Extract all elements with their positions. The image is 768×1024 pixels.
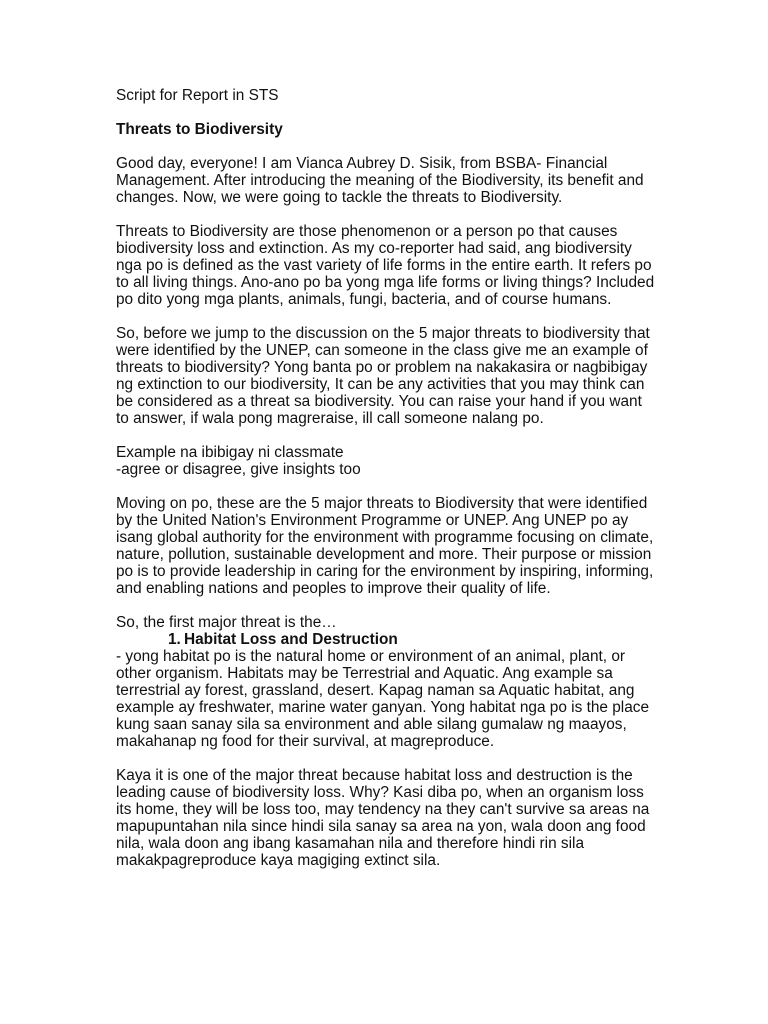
first-threat-intro: So, the first major threat is the… [116,614,337,631]
list-item-habitat-loss [116,631,656,648]
paragraph-intro: Good day, everyone! I am Vianca Aubrey D. Sisik, from BSBA- Financial Management. After introducing the meaning of the Biodiversity, its benefit and changes. Now, we were going to tackle the threats to Biodiversity. [116,155,644,206]
paragraph-habitat-loss: Kaya it is one of the major threat because habitat loss and destruction is the leading cause of biodiversity loss. Why? Kasi diba po, when an organism loss its home, they will be loss too, may tendency na they can't survive sa areas na mapupuntahan nila since hindi sila sanay sa area na yon, wala doon ang food nila, wala doon ang ibang kasamahan nila and therefore hindi rin sila makakpagreproduce kaya magiging extinct sila. [116,767,650,869]
paragraph-habitat: - yong habitat po is the natural home or environment of an animal, plant, or other organism. Habitats may be Terrestrial and Aquatic. Ang example sa terrestrial ay forest, grassland, desert. Kapag naman sa Aquatic habitat, ang example ay freshwater, marine water ganyan. Yong habitat nga po is the place kung saan sanay sila sa environment and able silang gumalaw ng maayos, makahanap ng food for their survival, at magreproduce. [116,648,650,750]
paragraph-unep: Moving on po, these are the 5 major threats to Biodiversity that were identified by the United Nation's Environment Programme or UNEP. Ang UNEP po ay isang global authority for the environment with programme focusing on climate, nature, pollution, sustainable development and more. Their purpose or mission po is to provide leadership in caring for the environment by inspiring, informing, and enabling nations and peoples to improve their quality of life. [116,495,654,597]
paragraph-definition: Threats to Biodiversity are those phenomenon or a person po that causes biodiversity loss and extinction. As my co-reporter had said, ang biodiversity nga po is defined as the vast variety of life forms in the entire earth. It refers po to all living things. Ano-ano po ba yong mga life forms or living things? Included po dito yong mga plants, animals, fungi, bacteria, and of course humans. [116,223,655,308]
example-line: Example na ibibigay ni classmate [116,444,344,461]
instruction-line: -agree or disagree, give insights too [116,461,361,478]
paragraph-question: So, before we jump to the discussion on the 5 major threats to biodiversity that were identified by the UNEP, can someone in the class give me an example of threats to biodiversity? Yong banta po or problem na nakakasira or nagbibigay ng extinction to our biodiversity, It can be any activities that you may think can be considered as a threat sa biodiversity. You can raise your hand if you want to answer, if wala pong magreraise, ill call someone nalang po. [116,325,650,427]
list-number: 1. [168,631,181,648]
document-heading: Threats to Biodiversity [116,121,283,138]
list-heading-text: Habitat Loss and Destruction [184,631,398,648]
document-body [116,87,656,886]
script-title: Script for Report in STS [116,87,279,104]
